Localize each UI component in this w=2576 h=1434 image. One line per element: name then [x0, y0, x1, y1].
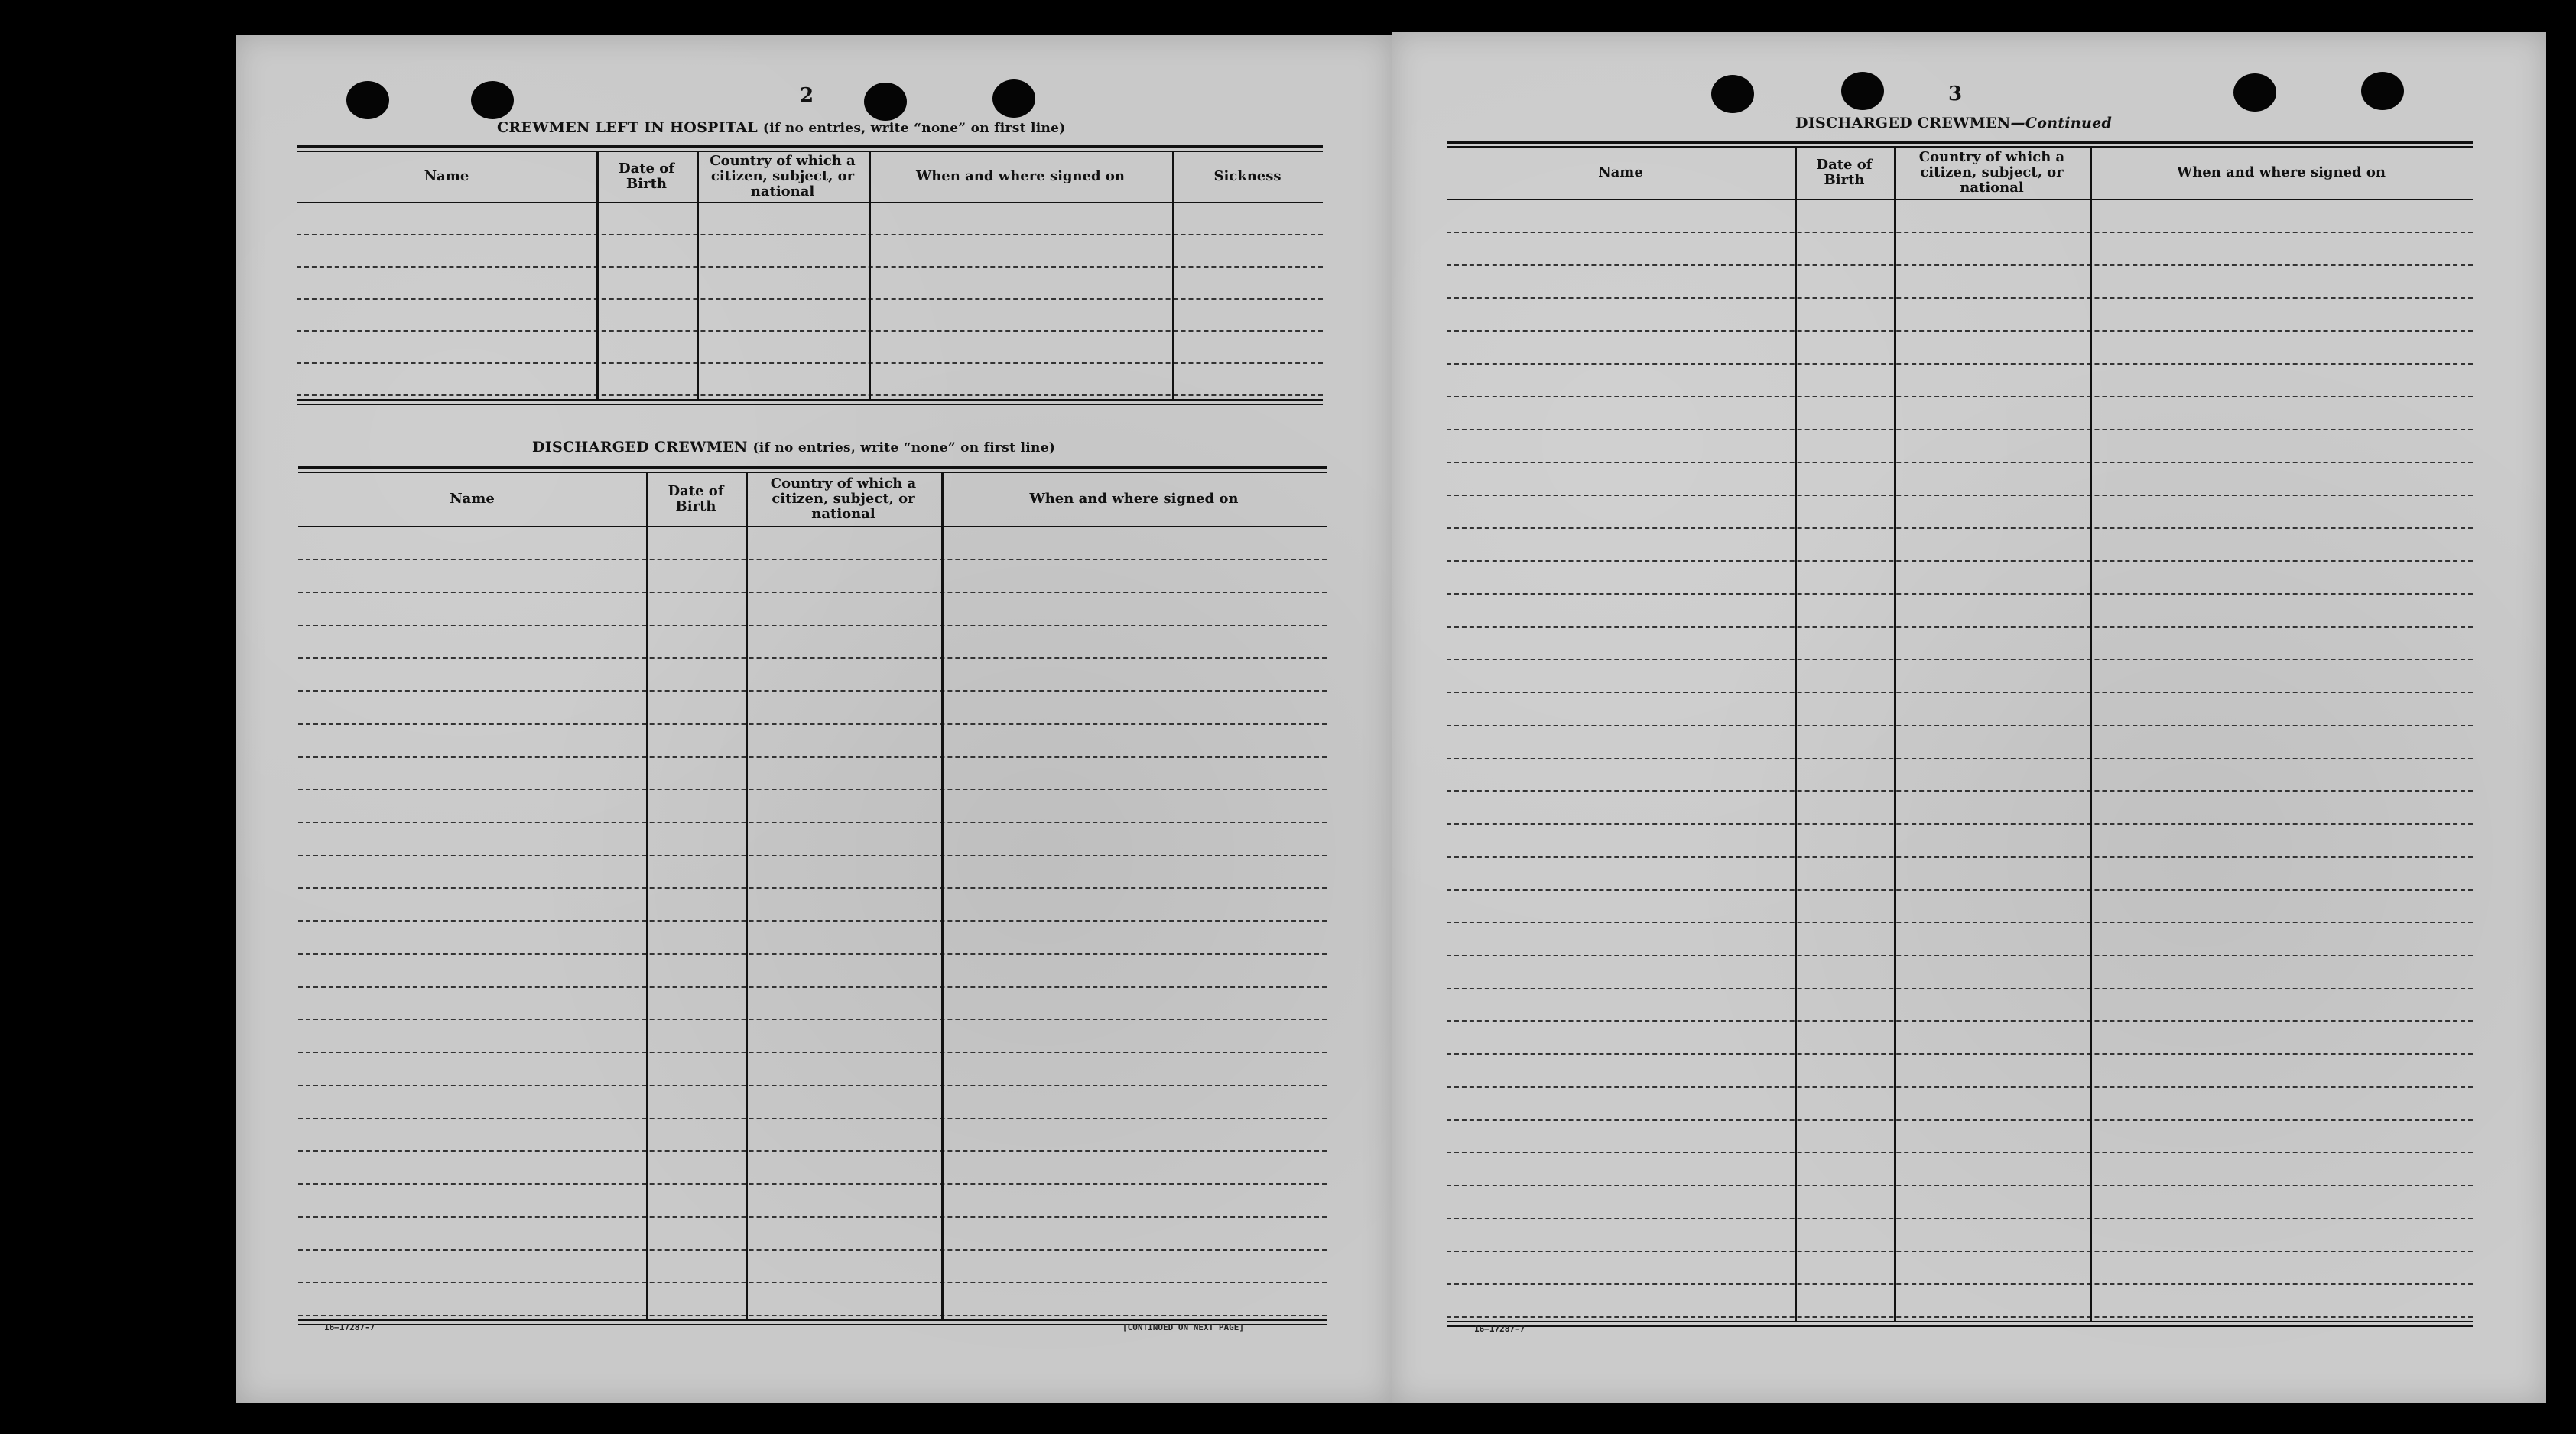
row-line	[1447, 560, 2473, 562]
column-divider	[2090, 147, 2092, 1321]
column-header: Country of which a citizen, subject, or national	[1918, 149, 2065, 196]
row-line	[1447, 593, 2473, 595]
row-line	[1447, 1086, 2473, 1088]
form-number: 16—17287-7	[1474, 1324, 1525, 1334]
column-header: Sickness	[1213, 168, 1282, 184]
row-line	[298, 657, 1327, 659]
row-line	[298, 756, 1327, 758]
section-instruction: (if no entries, write “none” on first line)	[752, 440, 1056, 456]
discharged-table	[298, 466, 1327, 1356]
row-line	[1447, 626, 2473, 628]
row-line	[298, 822, 1327, 823]
bottom-rule	[1447, 1325, 2473, 1327]
column-header: Date of Birth	[618, 161, 675, 192]
row-line	[298, 1282, 1327, 1283]
row-line	[298, 887, 1327, 889]
row-line	[1447, 889, 2473, 891]
continued-note: [CONTINUED ON NEXT PAGE]	[1122, 1322, 1244, 1332]
column-header: Name	[450, 491, 495, 507]
row-line	[1447, 823, 2473, 825]
row-line	[297, 298, 1323, 300]
section-title-text: DISCHARGED CREWMEN	[532, 439, 748, 456]
row-line	[1447, 659, 2473, 660]
row-line	[1447, 1283, 2473, 1285]
row-line	[298, 1249, 1327, 1251]
row-line	[297, 330, 1323, 332]
column-divider	[1894, 147, 1896, 1321]
top-rule	[1447, 141, 2473, 144]
column-header: When and where signed on	[2177, 164, 2386, 180]
row-line	[298, 1315, 1327, 1316]
row-line	[1447, 988, 2473, 989]
hospital-section-title	[497, 119, 1066, 136]
header-rule	[297, 202, 1323, 203]
continued-section-title	[1795, 115, 2112, 131]
row-line	[298, 1019, 1327, 1020]
bottom-rule	[297, 404, 1323, 405]
punch-hole	[1841, 72, 1884, 110]
row-line	[298, 559, 1327, 560]
row-line	[298, 1216, 1327, 1218]
bottom-rule	[1447, 1321, 2473, 1322]
row-line	[1447, 1316, 2473, 1318]
top-rule	[1447, 146, 2473, 148]
column-header: Country of which a citizen, subject, or national	[710, 153, 856, 200]
form-page-left	[236, 35, 1392, 1403]
column-divider	[646, 472, 648, 1319]
punch-hole	[1711, 75, 1754, 113]
section-title-text: DISCHARGED CREWMEN	[1795, 115, 2011, 131]
row-line	[298, 625, 1327, 626]
row-line	[1447, 692, 2473, 693]
row-line	[1447, 495, 2473, 496]
column-divider	[941, 472, 944, 1319]
discharged-section-title	[532, 439, 1055, 456]
row-line	[1447, 1020, 2473, 1022]
row-line	[1447, 264, 2473, 266]
punch-hole	[2361, 72, 2404, 110]
row-line	[297, 234, 1323, 235]
row-line	[1447, 1119, 2473, 1121]
column-divider	[746, 472, 748, 1319]
row-line	[1447, 790, 2473, 792]
row-line	[298, 1118, 1327, 1119]
punch-hole	[346, 81, 389, 119]
column-header: Name	[424, 168, 469, 184]
row-line	[1447, 725, 2473, 726]
row-line	[298, 855, 1327, 856]
punch-hole	[471, 81, 514, 119]
bottom-rule	[297, 399, 1323, 401]
row-line	[1447, 363, 2473, 365]
continued-table	[1447, 141, 2473, 1351]
row-line	[1447, 955, 2473, 956]
row-line	[298, 1150, 1327, 1152]
row-line	[298, 1085, 1327, 1086]
row-line	[298, 986, 1327, 988]
column-divider	[869, 151, 871, 399]
row-line	[1447, 462, 2473, 463]
punch-hole	[2233, 73, 2276, 112]
row-line	[1447, 1218, 2473, 1219]
column-divider	[1172, 151, 1174, 399]
form-number: 16—17287-7	[324, 1322, 375, 1332]
row-line	[1447, 1053, 2473, 1055]
row-line	[298, 1052, 1327, 1053]
section-title-text: CREWMEN LEFT IN HOSPITAL	[497, 119, 758, 136]
row-line	[1447, 297, 2473, 299]
row-line	[1447, 396, 2473, 397]
row-line	[298, 690, 1327, 692]
column-header: Date of Birth	[668, 483, 724, 514]
row-line	[298, 953, 1327, 955]
top-rule	[297, 151, 1323, 152]
column-header: When and where signed on	[916, 168, 1125, 184]
column-header: Name	[1598, 164, 1643, 180]
row-line	[298, 920, 1327, 922]
row-line	[297, 394, 1323, 396]
form-page-right	[1392, 32, 2546, 1403]
row-line	[298, 723, 1327, 725]
row-line	[1447, 922, 2473, 923]
row-line	[1447, 1152, 2473, 1153]
row-line	[298, 1183, 1327, 1185]
section-title-suffix: —Continued	[2010, 115, 2113, 131]
row-line	[297, 362, 1323, 364]
column-divider	[697, 151, 699, 399]
row-line	[1447, 429, 2473, 430]
top-rule	[298, 466, 1327, 469]
header-rule	[298, 526, 1327, 527]
bottom-rule	[298, 1319, 1327, 1321]
section-instruction: (if no entries, write “none” on first line)	[762, 121, 1066, 136]
punch-hole	[992, 79, 1035, 118]
row-line	[298, 789, 1327, 790]
top-rule	[298, 472, 1327, 473]
row-line	[1447, 527, 2473, 529]
row-line	[297, 266, 1323, 268]
page-number: 3	[1948, 83, 1963, 105]
column-header: When and where signed on	[1029, 491, 1239, 507]
column-header: Country of which a citizen, subject, or national	[770, 475, 917, 522]
row-line	[1447, 330, 2473, 332]
page-number: 2	[800, 84, 814, 107]
hospital-table	[297, 145, 1323, 445]
row-line	[1447, 1251, 2473, 1252]
header-rule	[1447, 199, 2473, 200]
column-header: Date of Birth	[1816, 157, 1873, 188]
column-divider	[596, 151, 599, 399]
row-line	[298, 592, 1327, 593]
row-line	[1447, 1185, 2473, 1186]
row-line	[1447, 856, 2473, 858]
row-line	[1447, 232, 2473, 233]
column-divider	[1795, 147, 1797, 1321]
punch-hole	[864, 83, 907, 121]
top-rule	[297, 145, 1323, 148]
row-line	[1447, 758, 2473, 759]
